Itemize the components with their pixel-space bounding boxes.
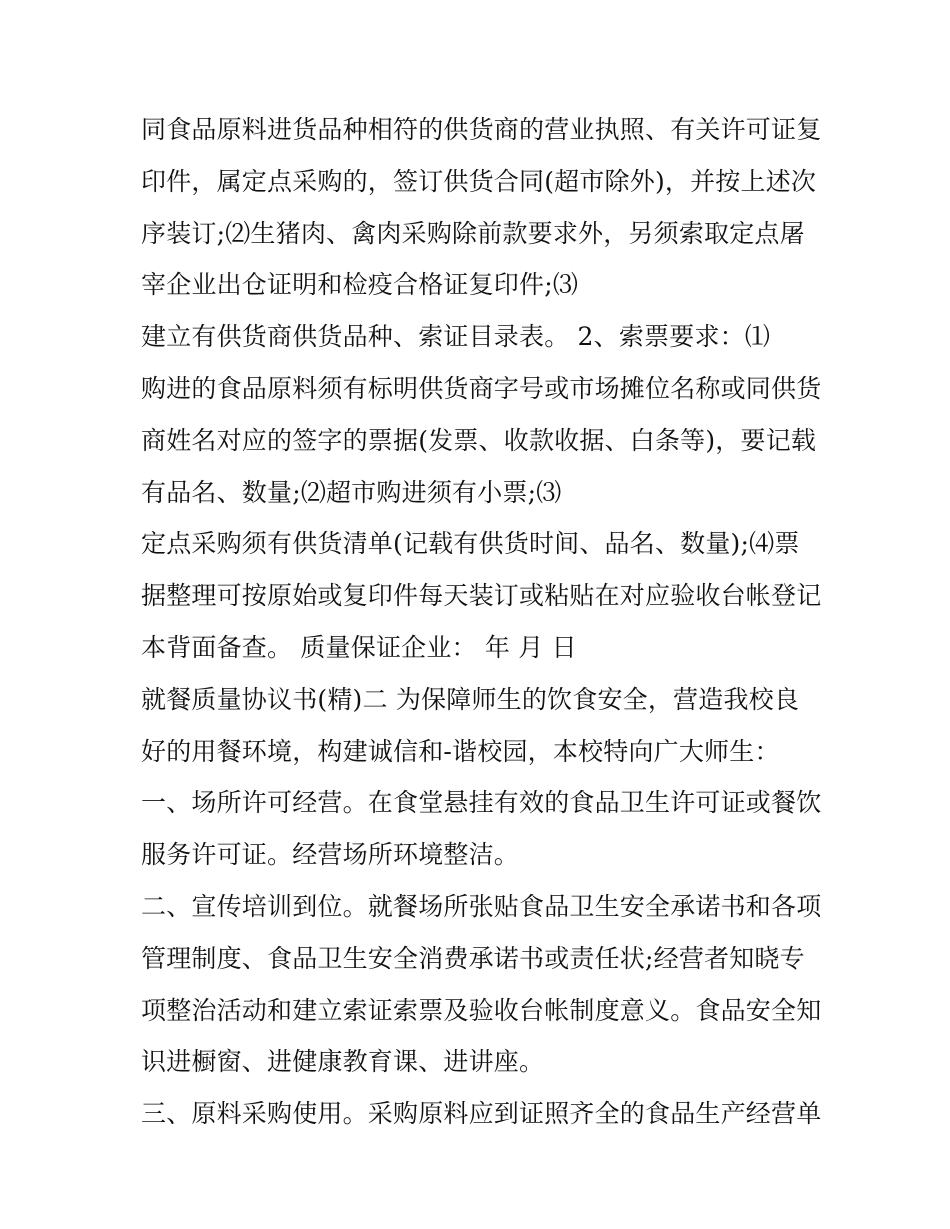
text-line: 一、场所许可经营。在食堂悬挂有效的食品卫生许可证或餐饮	[141, 788, 822, 818]
text-line: 本背面备查。 质量保证企业： 年 月 日	[141, 632, 577, 662]
text-line: 服务许可证。经营场所环境整洁。	[141, 840, 520, 870]
text-line: 序装订;⑵生猪肉、禽肉采购除前款要求外，另须索取定点屠	[141, 218, 805, 248]
text-line: 就餐质量协议书(精)二 为保障师生的饮食安全，营造我校良	[141, 684, 800, 714]
text-line: 管理制度、食品卫生安全消费承诺书或责任状;经营者知晓专	[141, 943, 805, 973]
text-line: 宰企业出仓证明和检疫合格证复印件;⑶	[141, 270, 579, 300]
text-line: 同食品原料进货品种相符的供货商的营业执照、有关许可证复	[141, 115, 822, 144]
text-line: 建立有供货商供货品种、索证目录表。 2、索票要求：⑴	[141, 322, 771, 352]
text-line: 有品名、数量;⑵超市购进须有小票;⑶	[141, 477, 562, 507]
text-line: 二、宣传培训到位。就餐场所张贴食品卫生安全承诺书和各项	[141, 891, 822, 921]
text-line: 印件，属定点采购的，签订供货合同(超市除外)，并按上述次	[141, 166, 817, 196]
text-line: 三、原料采购使用。采购原料应到证照齐全的食品生产经营单	[141, 1099, 822, 1129]
text-line: 商姓名对应的签字的票据(发票、收款收据、白条等)，要记载	[141, 425, 817, 455]
text-line: 据整理可按原始或复印件每天装订或粘贴在对应验收台帐登记	[141, 581, 822, 611]
text-line: 购进的食品原料须有标明供货商字号或市场摊位名称或同供货	[141, 373, 822, 403]
text-line: 识进橱窗、进健康教育课、进讲座。	[141, 1047, 545, 1077]
text-line: 项整治活动和建立索证索票及验收台帐制度意义。食品安全知	[141, 995, 822, 1025]
text-line: 好的用餐环境，构建诚信和-谐校园，本校特向广大师生：	[141, 736, 780, 766]
text-line: 定点采购须有供货清单(记载有供货时间、品名、数量);⑷票	[141, 529, 800, 559]
body-text	[141, 104, 821, 1140]
